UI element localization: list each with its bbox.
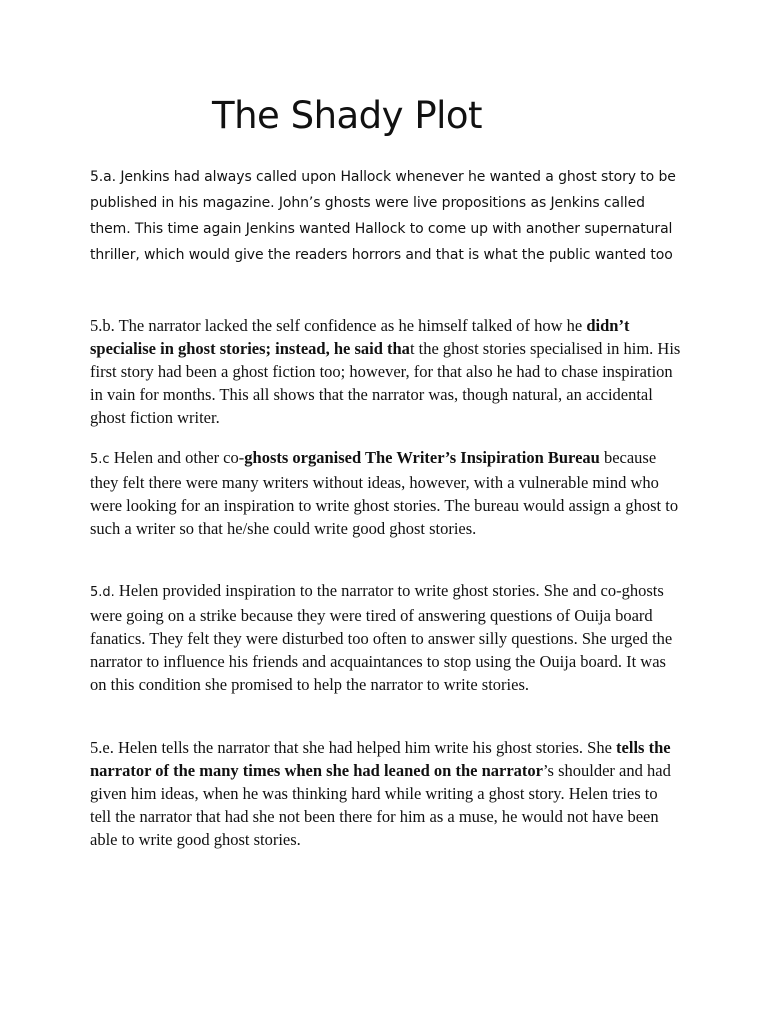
answer-5e-text-end: ’s shoulder and had given him ideas, when he was thinking hard while writing a ghost story. Helen tries to tell the narrator that had she not been there for him as a muse, he would not have been able to write good ghost stories. xyxy=(90,761,671,849)
answer-5d-text: Helen provided inspiration to the narrator to write ghost stories. She and co-ghosts were going on a strike because they were tired of answering questions of Ouija board fanatics. They felt they were disturbed too often to answer silly questions. She urged the narrator to influence his friends and acquaintances to stop using the Ouija board. It was on this condition she promised to help the narrator to write stories. xyxy=(90,581,673,694)
answer-5d xyxy=(90,579,682,696)
answer-5b xyxy=(90,314,682,429)
answer-5e-text-start: 5.e. Helen tells the narrator that she had helped him write his ghost stories. She xyxy=(90,738,617,757)
document-title: The Shady Plot xyxy=(212,94,483,137)
answer-5c-bold-text: ghosts organised The Writer’s Insipiration Bureau xyxy=(244,448,600,467)
answer-5b-text-end: t the ghost stories specialised in him. His first story had been a ghost fiction too; however, for that also he had to chase inspiration in vain for months. This all shows that the narrator was, though natural, an accidental ghost fiction writer. xyxy=(90,339,681,427)
answer-5c-text-end: because they felt there were many writers without ideas, however, with a vulnerable mind who were looking for an inspiration to write ghost stories. The bureau would assign a ghost to such a writer so that he/she could write good ghost stories. xyxy=(90,448,679,538)
answer-5a-number: 5.a. xyxy=(90,169,116,185)
answer-5e xyxy=(90,736,682,851)
answer-5c xyxy=(90,446,682,540)
answer-5e-bold-text: tells the narrator of the many times when she had leaned on the narrator xyxy=(90,738,671,780)
answer-5b-text-start: 5.b. The narrator lacked the self confidence as he himself talked of how he xyxy=(90,316,587,335)
answer-5d-number: 5.d. xyxy=(90,585,115,600)
answer-5b-bold-text: didn’t specialise in ghost stories; instead, he said tha xyxy=(90,316,630,358)
answer-5a xyxy=(90,164,682,268)
answer-5c-text-start: Helen and other co- xyxy=(109,448,245,467)
answer-5a-text: Jenkins had always called upon Hallock whenever he wanted a ghost story to be published in his magazine. John’s ghosts were live propositions as Jenkins called them. This time again Jenkins wanted Hallock to come up with another supernatural thriller, which would give the readers horrors and that is what the public wanted too xyxy=(90,169,676,263)
answer-5c-number: 5.c xyxy=(90,452,110,467)
